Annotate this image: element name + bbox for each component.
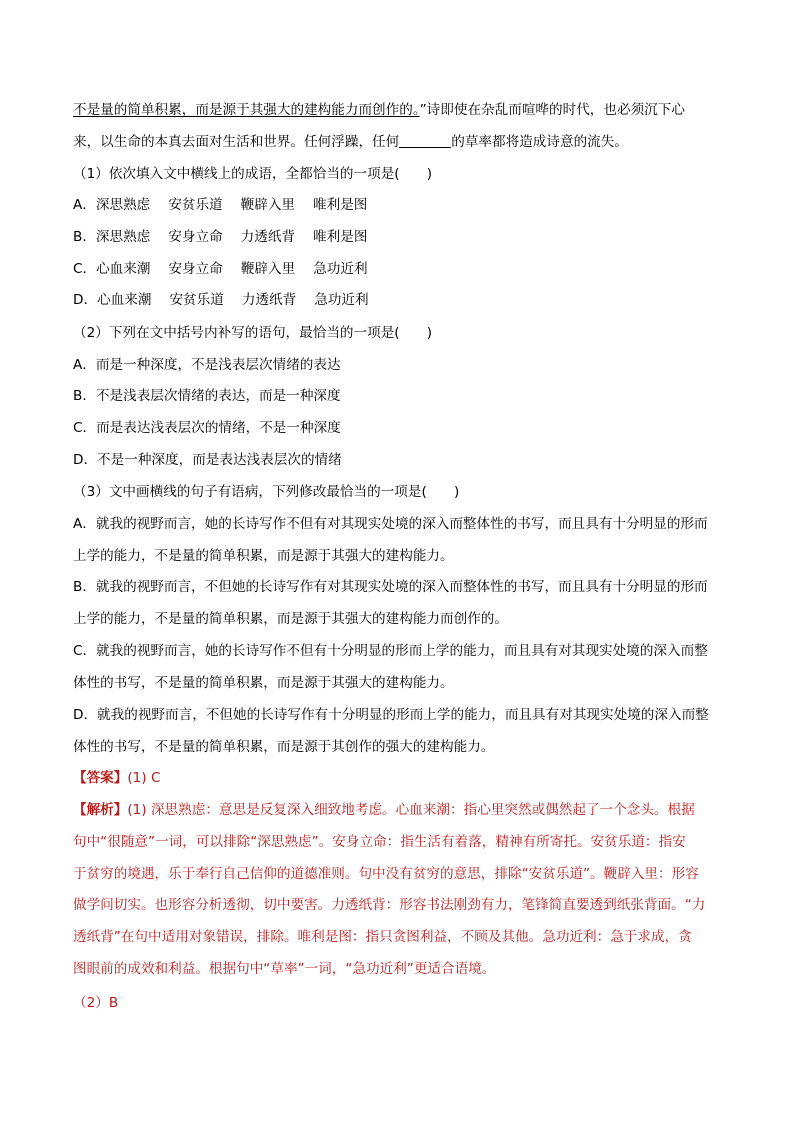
q3-option-b-line-2: 上学的能力，不是量的简单积累，而是源于其强大的建构能力而创作的。 (73, 611, 508, 627)
q1-option-d: D．心血来潮 安贫乐道 力透纸背 急功近利 (73, 292, 369, 308)
q2-option-a: A．而是一种深度，不是浅表层次情绪的表达 (73, 357, 341, 373)
fill-blank (399, 133, 451, 148)
passage-line-1 (73, 100, 733, 120)
q3-option-c-line-2: 体性的书写，不是量的简单积累，而是源于其强大的建构能力。 (73, 675, 454, 691)
question-2-stem: （2）下列在文中括号内补写的语句，最恰当的一项是( ) (73, 325, 433, 341)
answer-text: (1) C (127, 770, 161, 786)
q3-option-a-line-1: A．就我的视野而言，她的长诗写作不但有对其现实处境的深入而整体性的书写，而且具有十分明显的形而 (73, 516, 708, 532)
q2-option-b: B．不是浅表层次情绪的表达，而是一种深度 (73, 388, 341, 404)
question-1-stem: （1）依次填入文中横线上的成语，全都恰当的一项是( ) (73, 166, 433, 182)
analysis-line-4: 做学问切实。也形容分析透彻，切中要害。力透纸背：形容书法刚劲有力，笔锋简直要透到纸张背面。“力 (73, 897, 706, 913)
q3-option-b-line-1: B．就我的视野而言，不但她的长诗写作有对其现实处境的深入而整体性的书写，而且具有十分明显的形而 (73, 579, 708, 595)
q2-option-c: C．而是表达浅表层次的情绪，不是一种深度 (73, 420, 341, 436)
q1-option-a: A．深思熟虑 安贫乐道 鞭辟入里 唯利是图 (73, 197, 368, 213)
analysis-line-1: 【解析】(1) 深思熟虑：意思是反复深入细致地考虑。心血来潮：指心里突然或偶然起了一个念头。根据 (73, 802, 695, 818)
q2-answer: （2）B (73, 995, 119, 1011)
answer-tag: 【答案】 (73, 770, 128, 786)
q3-option-c-line-1: C．就我的视野而言，她的长诗写作不但有十分明显的形而上学的能力，而且具有对其现实处境的深入而整 (73, 643, 708, 659)
q3-option-a-line-2: 上学的能力，不是量的简单积累，而是源于其强大的建构能力。 (73, 548, 454, 564)
analysis-tag: 【解析】 (73, 802, 128, 818)
passage-text: 来，以生命的本真去面对生活和世界。任何浮躁，任何 (73, 134, 400, 150)
passage-text: ”诗即使在杂乱而喧哗的时代，也必须沉下心 (419, 102, 685, 118)
q2-option-d: D．不是一种深度，而是表达浅表层次的情绪 (73, 452, 342, 468)
q1-option-c: C．心血来潮 安身立命 鞭辟入里 急功近利 (73, 261, 368, 277)
analysis-line-2: 句中“很随意”一词，可以排除“深思熟虑”。安身立命：指生活有着落，精神有所寄托。安贫乐道：指安 (73, 834, 686, 850)
answer-line (73, 768, 733, 788)
passage-text: 的草率都将造成诗意的流失。 (451, 134, 628, 150)
passage-line-2 (73, 132, 733, 152)
analysis-line-3: 于贫穷的境遇，乐于奉行自己信仰的道德准则。句中没有贫穷的意思，排除“安贫乐道”。鞭辟入里：形容 (73, 866, 699, 882)
q3-option-d-line-1: D．就我的视野而言，不但她的长诗写作有十分明显的形而上学的能力，而且具有对其现实处境的深入而整 (73, 707, 709, 723)
analysis-line-5: 透纸背”在句中适用对象错误，排除。唯利是图：指只贪图利益，不顾及其他。急功近利：急于求成，贪 (73, 929, 692, 945)
q3-option-d-line-2: 体性的书写，不是量的简单积累，而是源于其创作的强大的建构能力。 (73, 739, 495, 755)
underlined-sentence: 不是量的简单积累，而是源于其强大的建构能力而创作的。 (73, 102, 420, 118)
analysis-line-6: 图眼前的成效和利益。根据句中“草率”一词，“急功近利”更适合语境。 (73, 961, 496, 977)
q1-option-b: B．深思熟虑 安身立命 力透纸背 唯利是图 (73, 229, 368, 245)
question-3-stem: （3）文中画横线的句子有语病，下列修改最恰当的一项是( ) (73, 484, 460, 500)
